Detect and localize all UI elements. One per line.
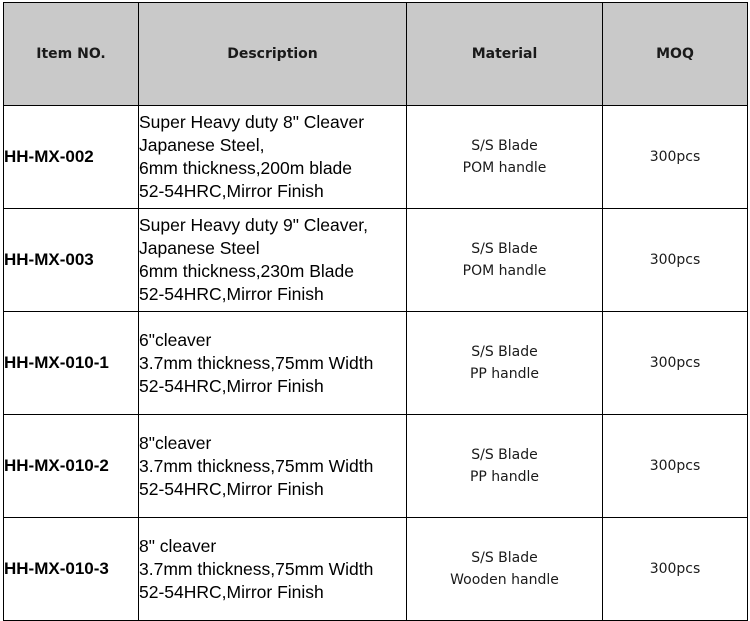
table-row bbox=[4, 209, 748, 312]
description-line: 52-54HRC,Mirror Finish bbox=[139, 375, 324, 396]
material-cell bbox=[407, 209, 603, 312]
material-line: S/S Blade bbox=[471, 446, 538, 463]
material-cell bbox=[407, 518, 603, 621]
moq-cell: 300pcs bbox=[603, 209, 748, 312]
description-line: Super Heavy duty 9" Cleaver, bbox=[139, 215, 368, 235]
table-row bbox=[4, 518, 748, 621]
description-line: 52-54HRC,Mirror Finish bbox=[139, 181, 324, 201]
description-line: 52-54HRC,Mirror Finish bbox=[139, 478, 324, 499]
material-line: S/S Blade bbox=[471, 137, 538, 154]
description-line: 52-54HRC,Mirror Finish bbox=[139, 581, 324, 602]
material-line: S/S Blade bbox=[471, 343, 538, 360]
moq-cell: 300pcs bbox=[603, 415, 748, 518]
header-item-no: Item NO. bbox=[4, 3, 139, 106]
description-cell bbox=[139, 312, 407, 415]
material-line: POM handle bbox=[462, 160, 547, 176]
item-number: HH-MX-010-3 bbox=[4, 518, 139, 621]
moq-cell: 300pcs bbox=[603, 312, 748, 415]
material-line: POM handle bbox=[462, 263, 547, 279]
item-number: HH-MX-010-1 bbox=[4, 312, 139, 415]
material-line: S/S Blade bbox=[471, 549, 538, 566]
header-moq: MOQ bbox=[603, 3, 748, 106]
material-cell bbox=[407, 106, 603, 209]
header-row bbox=[4, 3, 748, 106]
description-cell bbox=[139, 518, 407, 621]
description-line: 8" cleaver bbox=[139, 535, 217, 556]
description-line: Japanese Steel bbox=[139, 238, 260, 258]
description-line: 3.7mm thickness,75mm Width bbox=[139, 558, 374, 579]
material-cell bbox=[407, 415, 603, 518]
material-line: Wooden handle bbox=[450, 572, 559, 588]
table-row bbox=[4, 312, 748, 415]
description-cell bbox=[139, 106, 407, 209]
table-row bbox=[4, 415, 748, 518]
header-description: Description bbox=[139, 3, 407, 106]
moq-cell: 300pcs bbox=[603, 518, 748, 621]
description-line: 3.7mm thickness,75mm Width bbox=[139, 455, 374, 476]
table-row bbox=[4, 106, 748, 209]
description-cell bbox=[139, 415, 407, 518]
description-line: 6"cleaver bbox=[139, 329, 212, 350]
product-spec-table bbox=[3, 2, 748, 621]
header-material: Material bbox=[407, 3, 603, 106]
description-line: 8"cleaver bbox=[139, 432, 212, 453]
description-line: 6mm thickness,230m Blade bbox=[139, 261, 354, 281]
item-number: HH-MX-002 bbox=[4, 106, 139, 209]
moq-cell: 300pcs bbox=[603, 106, 748, 209]
item-number: HH-MX-010-2 bbox=[4, 415, 139, 518]
material-line: PP handle bbox=[469, 469, 540, 485]
item-number: HH-MX-003 bbox=[4, 209, 139, 312]
description-line: Japanese Steel, bbox=[139, 135, 265, 155]
material-line: S/S Blade bbox=[471, 240, 538, 257]
material-line: PP handle bbox=[469, 366, 540, 382]
description-line: 52-54HRC,Mirror Finish bbox=[139, 284, 324, 304]
material-cell bbox=[407, 312, 603, 415]
description-cell bbox=[139, 209, 407, 312]
description-line: 3.7mm thickness,75mm Width bbox=[139, 352, 374, 373]
description-line: Super Heavy duty 8" Cleaver bbox=[139, 112, 365, 132]
description-line: 6mm thickness,200m blade bbox=[139, 158, 353, 178]
